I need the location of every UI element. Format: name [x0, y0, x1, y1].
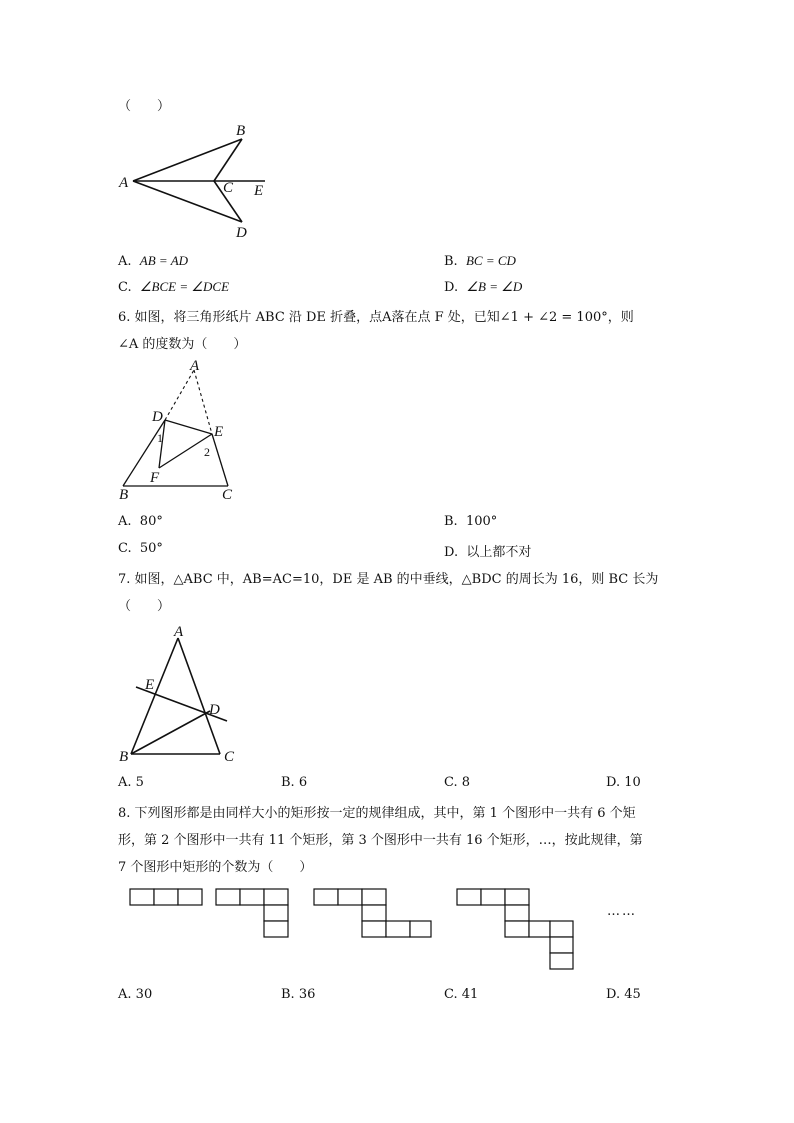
q7-label-d: D — [209, 702, 220, 718]
q6-label-e: E — [214, 424, 224, 440]
q7-label-a: A — [174, 624, 184, 640]
q5-label-c: C — [223, 180, 234, 196]
q7-label-c: C — [224, 749, 235, 765]
q5-paren: （ ） — [118, 99, 171, 114]
q5-option-c[interactable]: C. ∠BCE = ∠DCE — [118, 279, 230, 295]
q8-ellipsis: …… — [607, 904, 637, 919]
q6-label-1: 1 — [157, 431, 163, 445]
q6-label-c: C — [222, 487, 233, 503]
q6-label-a: A — [190, 358, 200, 374]
q6-label-b: B — [119, 487, 129, 503]
q7-option-b[interactable]: B. 6 — [281, 775, 308, 790]
q7-figure — [110, 620, 250, 768]
q8-stem-line2: 形，第 2 个图形中一共有 11 个矩形，第 3 个图形中一共有 16 个矩形，…，按此规律，第 — [118, 833, 643, 848]
q7-option-a[interactable]: A. 5 — [118, 775, 144, 790]
q7-option-c[interactable]: C. 8 — [444, 775, 471, 790]
q8-option-d[interactable]: D. 45 — [606, 987, 641, 1002]
q5-label-e: E — [254, 183, 264, 199]
q6-figure — [110, 358, 250, 506]
q7-label-b: B — [119, 749, 129, 765]
q5-label-b: B — [236, 123, 246, 139]
q6-stem-line2: ∠A 的度数为（ ） — [118, 337, 247, 352]
q7-stem-line1: 7. 如图，△ABC 中，AB=AC=10，DE 是 AB 的中垂线，△BDC 的周长为 16，则 BC 长为 — [118, 572, 659, 587]
q6-label-f: F — [150, 470, 160, 486]
q8-pattern-2 — [216, 889, 288, 937]
q8-pattern-1 — [130, 889, 202, 905]
q5-label-d: D — [236, 225, 247, 241]
q6-option-b[interactable]: B. 100° — [444, 514, 498, 529]
q7-stem-line2: （ ） — [118, 599, 171, 614]
q6-stem-line1: 6. 如图，将三角形纸片 ABC 沿 DE 折叠，点A落在点 F 处，已知∠1 + ∠2 = 100°，则 — [118, 310, 634, 325]
q8-pattern-4 — [457, 889, 573, 969]
q6-label-2: 2 — [204, 445, 210, 459]
q5-option-d[interactable]: D. ∠B = ∠D — [444, 279, 523, 295]
q8-stem-line1: 8. 下列图形都是由同样大小的矩形按一定的规律组成，其中，第 1 个图形中一共有 6 个矩 — [118, 806, 636, 821]
q8-pattern-3 — [314, 889, 431, 937]
q8-option-c[interactable]: C. 41 — [444, 987, 479, 1002]
q8-stem-line3: 7 个图形中矩形的个数为（ ） — [118, 860, 313, 875]
q5-option-b[interactable]: B. BC = CD — [444, 253, 516, 269]
q6-option-c[interactable]: C. 50° — [118, 541, 163, 556]
q8-option-b[interactable]: B. 36 — [281, 987, 316, 1002]
q7-option-d[interactable]: D. 10 — [606, 775, 641, 790]
q7-label-e: E — [145, 677, 155, 693]
q5-figure — [110, 118, 280, 243]
q6-label-d: D — [152, 409, 163, 425]
q8-figure-sequence — [0, 880, 794, 970]
q6-option-d[interactable]: D. 以上都不对 — [444, 545, 532, 560]
q8-option-a[interactable]: A. 30 — [118, 987, 153, 1002]
q5-label-a: A — [119, 175, 129, 191]
q5-option-a[interactable]: A. AB = AD — [118, 253, 189, 269]
q6-option-a[interactable]: A. 80° — [118, 514, 163, 529]
